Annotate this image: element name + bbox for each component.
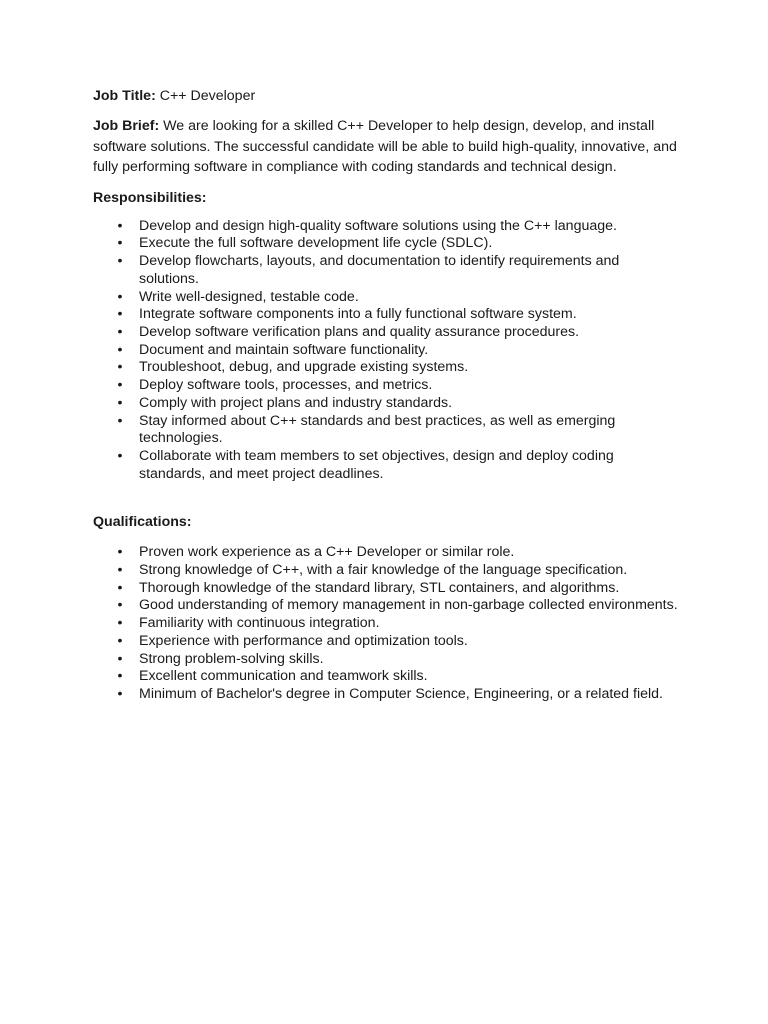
job-title-label: Job Title: [93, 88, 156, 104]
bullet-icon: • [117, 668, 123, 685]
document-content [93, 86, 683, 704]
list-item-text: Stay informed about C++ standards and best practices, as well as emerging technologies. [139, 412, 616, 447]
list-item [93, 580, 683, 598]
list-item-text: Document and maintain software functionality. [139, 341, 429, 358]
list-item-text: Develop software verification plans and quality assurance procedures. [139, 324, 580, 340]
list-item [93, 633, 683, 651]
list-item-text: Experience with performance and optimization tools. [139, 632, 468, 649]
list-item [93, 413, 683, 448]
job-brief-paragraph [93, 116, 683, 178]
bullet-icon: • [117, 359, 123, 376]
list-item [93, 359, 683, 377]
bullet-icon: • [117, 544, 123, 561]
list-item [93, 324, 683, 342]
list-item-text: Write well-designed, testable code. [139, 288, 359, 305]
bullet-icon: • [117, 579, 123, 596]
bullet-icon: • [117, 632, 123, 649]
list-item-text: Strong knowledge of C++, with a fair knowledge of the language specification. [139, 562, 628, 579]
list-item [93, 253, 683, 288]
bullet-icon: • [117, 235, 123, 252]
list-item [93, 395, 683, 413]
bullet-icon: • [117, 394, 123, 411]
list-item [93, 306, 683, 324]
bullet-icon: • [117, 650, 123, 667]
list-item-text: Good understanding of memory management in non-garbage collected environments. [139, 597, 678, 614]
list-item-text: Comply with project plans and industry standards. [139, 394, 453, 411]
list-item-text: Excellent communication and teamwork skills. [139, 668, 428, 685]
job-title-line [93, 86, 683, 106]
bullet-icon: • [117, 377, 123, 394]
bullet-icon: • [117, 324, 123, 340]
bullet-icon: • [117, 306, 123, 323]
bullet-icon: • [117, 288, 123, 305]
list-item [93, 218, 683, 236]
bullet-icon: • [117, 597, 123, 614]
list-item-text: Execute the full software development life cycle (SDLC). [139, 235, 493, 252]
bullet-icon: • [117, 447, 123, 464]
job-brief-label: Job Brief: [93, 118, 160, 134]
list-item [93, 597, 683, 615]
list-item [93, 448, 683, 483]
bullet-icon: • [117, 562, 123, 579]
qualifications-list [93, 544, 683, 703]
bullet-icon: • [117, 253, 123, 270]
qualifications-heading: Qualifications: [93, 514, 192, 531]
list-item-text: Collaborate with team members to set objectives, design and deploy coding standards, and meet project deadlines. [139, 447, 614, 482]
list-item [93, 562, 683, 580]
list-item-text: Develop and design high-quality software solutions using the C++ language. [139, 217, 617, 234]
list-item [93, 686, 683, 704]
list-item [93, 651, 683, 669]
list-item [93, 668, 683, 686]
bullet-icon: • [117, 217, 123, 234]
list-item [93, 615, 683, 633]
job-brief-text: We are looking for a skilled C++ Developer to help design, develop, and install software solutions. The successful candidate will be able to build high-quality, innovative, and fully performing software in compliance with coding standards and technical design. [93, 118, 677, 176]
list-item [93, 289, 683, 307]
responsibilities-list [93, 218, 683, 484]
list-item [93, 544, 683, 562]
list-item-text: Integrate software components into a fully functional software system. [139, 306, 577, 323]
list-item-text: Thorough knowledge of the standard library, STL containers, and algorithms. [139, 579, 620, 596]
list-item-text: Minimum of Bachelor's degree in Computer Science, Engineering, or a related field. [139, 685, 663, 702]
list-item-text: Troubleshoot, debug, and upgrade existing systems. [139, 359, 469, 376]
bullet-icon: • [117, 412, 123, 429]
list-item-text: Deploy software tools, processes, and metrics. [139, 377, 433, 394]
list-item [93, 235, 683, 253]
list-item [93, 377, 683, 395]
job-title-value: C++ Developer [159, 88, 256, 104]
bullet-icon: • [117, 685, 123, 702]
list-item-text: Familiarity with continuous integration. [139, 615, 380, 632]
responsibilities-heading: Responsibilities: [93, 189, 207, 206]
list-item-text: Develop flowcharts, layouts, and documentation to identify requirements and solutions. [139, 253, 620, 287]
list-item [93, 342, 683, 360]
bullet-icon: • [117, 341, 123, 358]
bullet-icon: • [117, 615, 123, 632]
list-item-text: Strong problem-solving skills. [139, 650, 324, 667]
list-item-text: Proven work experience as a C++ Developer or similar role. [139, 544, 515, 561]
